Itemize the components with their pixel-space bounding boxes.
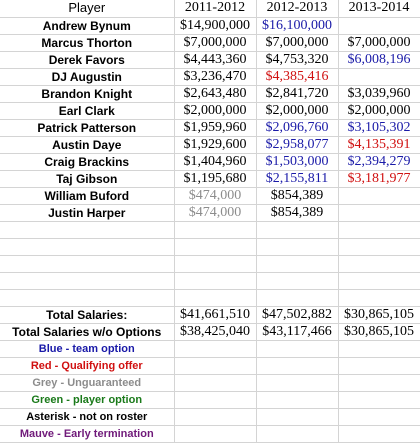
empty-cell[interactable]	[0, 238, 174, 255]
salary-cell[interactable]: $7,000,000	[174, 34, 256, 51]
salary-cell[interactable]: $1,503,000	[256, 153, 338, 170]
salary-cell[interactable]	[338, 204, 420, 221]
player-name-cell[interactable]: Derek Favors	[0, 51, 174, 68]
total-value-cell[interactable]: $30,865,105	[338, 323, 420, 340]
empty-cell[interactable]	[338, 221, 420, 238]
salary-cell[interactable]: $1,195,680	[174, 170, 256, 187]
salary-cell[interactable]: $854,389	[256, 204, 338, 221]
salary-cell[interactable]: $4,753,320	[256, 51, 338, 68]
empty-cell[interactable]	[338, 289, 420, 306]
salary-cell[interactable]: $474,000	[174, 187, 256, 204]
salary-cell[interactable]: $474,000	[174, 204, 256, 221]
player-row	[0, 34, 420, 51]
legend-row	[0, 425, 420, 442]
player-row	[0, 136, 420, 153]
empty-cell[interactable]	[256, 391, 338, 408]
player-row	[0, 85, 420, 102]
salary-cell[interactable]: $2,000,000	[338, 102, 420, 119]
empty-cell[interactable]	[0, 289, 174, 306]
salary-cell[interactable]: $7,000,000	[338, 34, 420, 51]
player-name-cell[interactable]: Andrew Bynum	[0, 17, 174, 34]
empty-cell[interactable]	[174, 374, 256, 391]
empty-cell[interactable]	[256, 340, 338, 357]
blank-row	[0, 221, 420, 238]
header-row	[0, 0, 420, 17]
player-row	[0, 170, 420, 187]
legend-row	[0, 408, 420, 425]
player-name-cell[interactable]: Earl Clark	[0, 102, 174, 119]
empty-cell[interactable]	[174, 289, 256, 306]
empty-cell[interactable]	[338, 408, 420, 425]
empty-cell[interactable]	[256, 238, 338, 255]
player-row	[0, 187, 420, 204]
salary-cell[interactable]: $1,404,960	[174, 153, 256, 170]
header-cell-player[interactable]: Player	[0, 0, 174, 17]
salary-cell[interactable]: $2,096,760	[256, 119, 338, 136]
empty-cell[interactable]	[256, 357, 338, 374]
salary-cell[interactable]: $6,008,196	[338, 51, 420, 68]
total-value-cell[interactable]: $38,425,040	[174, 323, 256, 340]
player-name-cell[interactable]: Marcus Thorton	[0, 34, 174, 51]
salary-cell[interactable]: $3,039,960	[338, 85, 420, 102]
empty-cell[interactable]	[256, 272, 338, 289]
salary-cell[interactable]: $2,841,720	[256, 85, 338, 102]
legend-row	[0, 357, 420, 374]
total-value-cell[interactable]: $47,502,882	[256, 306, 338, 323]
empty-cell[interactable]	[338, 425, 420, 442]
legend-label-cell[interactable]: Grey - Unguaranteed	[0, 374, 174, 391]
empty-cell[interactable]	[338, 357, 420, 374]
empty-cell[interactable]	[174, 221, 256, 238]
empty-cell[interactable]	[174, 425, 256, 442]
salary-cell[interactable]	[338, 187, 420, 204]
legend-row	[0, 374, 420, 391]
player-row	[0, 17, 420, 34]
legend-label-cell[interactable]: Red - Qualifying offer	[0, 357, 174, 374]
empty-cell[interactable]	[0, 272, 174, 289]
player-row	[0, 119, 420, 136]
total-row	[0, 306, 420, 323]
player-name-cell[interactable]: Taj Gibson	[0, 170, 174, 187]
empty-cell[interactable]	[338, 391, 420, 408]
empty-cell[interactable]	[256, 221, 338, 238]
salary-cell[interactable]: $16,100,000	[256, 17, 338, 34]
empty-cell[interactable]	[338, 272, 420, 289]
player-row	[0, 204, 420, 221]
legend-label-cell[interactable]: Green - player option	[0, 391, 174, 408]
salary-cell[interactable]: $4,443,360	[174, 51, 256, 68]
salary-cell[interactable]: $2,155,811	[256, 170, 338, 187]
total-row	[0, 323, 420, 340]
empty-cell[interactable]	[174, 391, 256, 408]
empty-cell[interactable]	[256, 374, 338, 391]
salary-cell[interactable]: $3,105,302	[338, 119, 420, 136]
empty-cell[interactable]	[174, 408, 256, 425]
salary-cell[interactable]: $2,394,279	[338, 153, 420, 170]
salary-cell[interactable]: $3,236,470	[174, 68, 256, 85]
player-name-cell[interactable]: Brandon Knight	[0, 85, 174, 102]
empty-cell[interactable]	[338, 340, 420, 357]
total-label-cell[interactable]: Total Salaries:	[0, 306, 174, 323]
legend-label-cell[interactable]: Blue - team option	[0, 340, 174, 357]
salary-cell[interactable]: $7,000,000	[256, 34, 338, 51]
empty-cell[interactable]	[0, 221, 174, 238]
player-name-cell[interactable]: Austin Daye	[0, 136, 174, 153]
player-row	[0, 153, 420, 170]
player-name-cell[interactable]: DJ Augustin	[0, 68, 174, 85]
salary-cell[interactable]: $854,389	[256, 187, 338, 204]
salary-cell[interactable]: $1,929,600	[174, 136, 256, 153]
empty-cell[interactable]	[338, 374, 420, 391]
player-name-cell[interactable]: William Buford	[0, 187, 174, 204]
salary-cell[interactable]: $2,958,077	[256, 136, 338, 153]
empty-cell[interactable]	[174, 238, 256, 255]
salary-cell[interactable]: $4,135,391	[338, 136, 420, 153]
legend-row	[0, 340, 420, 357]
salary-cell[interactable]: $2,000,000	[174, 102, 256, 119]
empty-cell[interactable]	[174, 357, 256, 374]
empty-cell[interactable]	[174, 255, 256, 272]
salary-cell[interactable]	[338, 68, 420, 85]
salary-cell[interactable]: $3,181,977	[338, 170, 420, 187]
header-cell-2011-2012[interactable]: 2011-2012	[174, 0, 256, 17]
empty-cell[interactable]	[256, 255, 338, 272]
player-name-cell[interactable]: Patrick Patterson	[0, 119, 174, 136]
header-cell-2012-2013[interactable]: 2012-2013	[256, 0, 338, 17]
legend-label-cell[interactable]: Asterisk - not on roster	[0, 408, 174, 425]
salary-cell[interactable]: $1,959,960	[174, 119, 256, 136]
blank-row	[0, 238, 420, 255]
empty-cell[interactable]	[174, 272, 256, 289]
salary-cell[interactable]: $14,900,000	[174, 17, 256, 34]
legend-label-cell[interactable]: Mauve - Early termination	[0, 425, 174, 442]
empty-cell[interactable]	[338, 255, 420, 272]
empty-cell[interactable]	[256, 425, 338, 442]
player-row	[0, 102, 420, 119]
legend-row	[0, 391, 420, 408]
total-value-cell[interactable]: $43,117,466	[256, 323, 338, 340]
salary-cell[interactable]: $2,643,480	[174, 85, 256, 102]
empty-cell[interactable]	[0, 255, 174, 272]
salary-cell[interactable]: $4,385,416	[256, 68, 338, 85]
empty-cell[interactable]	[256, 289, 338, 306]
header-cell-2013-2014[interactable]: 2013-2014	[338, 0, 420, 17]
empty-cell[interactable]	[174, 340, 256, 357]
player-row	[0, 68, 420, 85]
player-name-cell[interactable]: Craig Brackins	[0, 153, 174, 170]
blank-row	[0, 272, 420, 289]
player-row	[0, 51, 420, 68]
blank-row	[0, 289, 420, 306]
salary-cell[interactable]: $2,000,000	[256, 102, 338, 119]
total-value-cell[interactable]: $30,865,105	[338, 306, 420, 323]
blank-row	[0, 255, 420, 272]
player-name-cell[interactable]: Justin Harper	[0, 204, 174, 221]
total-label-cell[interactable]: Total Salaries w/o Options	[0, 323, 174, 340]
empty-cell[interactable]	[256, 408, 338, 425]
total-value-cell[interactable]: $41,661,510	[174, 306, 256, 323]
empty-cell[interactable]	[338, 238, 420, 255]
salary-cell[interactable]	[338, 17, 420, 34]
